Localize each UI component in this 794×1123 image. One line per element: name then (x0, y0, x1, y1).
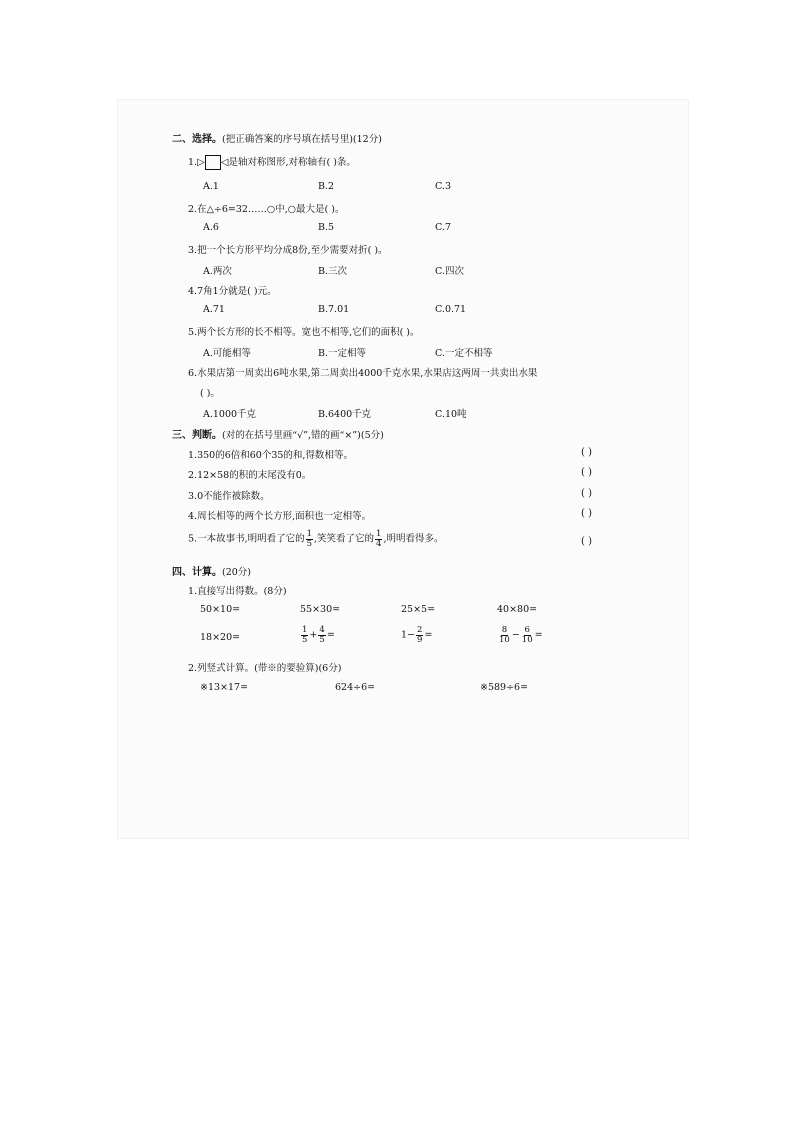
section-2-heading (172, 130, 382, 145)
subsection-4-2: 2.列竖式计算。(带※的要验算)(6分) (188, 663, 342, 674)
calc-item: ※13×17= (200, 682, 249, 693)
square-shape (205, 155, 221, 170)
option-b: B.5 (318, 222, 335, 233)
question-2-5: 5.两个长方形的长不相等。宽也不相等,它们的面积( )。 (188, 327, 420, 338)
option-c: C.一定不相等 (435, 348, 493, 359)
answer-parentheses: ( ) (581, 536, 592, 547)
question-2-6-blank: ( )。 (200, 388, 220, 399)
section-3-heading (172, 426, 384, 441)
question-2-1: 1.▷ ◁是轴对称图形,对称轴有( )条。 (188, 157, 356, 168)
right-triangle-icon: ◁ (220, 157, 229, 168)
judge-item-4: 4.周长相等的两个长方形,面积也一定相等。 (188, 511, 372, 522)
answer-parentheses: ( ) (581, 467, 592, 478)
option-a: A.两次 (203, 266, 232, 277)
judge-item-2: 2.12×58的积的末尾没有0。 (188, 470, 312, 481)
option-b: B.一定相等 (318, 348, 367, 359)
section-2-title: 二、选择。 (172, 134, 222, 145)
judge-item-3: 3.0不能作被除数。 (188, 491, 270, 502)
calc-item: 40×80= (497, 604, 538, 615)
section-4-note: (20分) (222, 567, 252, 578)
calc-item: 18×20= (200, 632, 241, 643)
judge-item-1: 1.350的6倍和60个35的和,得数相等。 (188, 450, 353, 461)
section-2-note: (把正确答案的序号填在括号里)(12分) (222, 134, 382, 145)
answer-parentheses: ( ) (581, 488, 592, 499)
section-3-note: (对的在括号里画“√”,错的画“×”)(5分) (222, 430, 384, 441)
option-b: B.7.01 (318, 304, 350, 315)
section-4-title: 四、计算。 (172, 567, 222, 578)
option-b: B.2 (318, 181, 335, 192)
judge-item-5: 5.一本故事书,明明看了它的 $\frac{1}{5}$ ,笑笑看了它的 $\frac{1}{4}$ ,明明看得多。 (188, 529, 444, 549)
question-2-2: 2.在△÷6=32……○中,○最大是( )。 (188, 204, 345, 215)
question-2-6: 6.水果店第一周卖出6吨水果,第二周卖出4000千克水果,水果店这两周一共卖出水果 (188, 368, 538, 379)
option-a: A.可能相等 (203, 348, 251, 359)
option-b: B.6400千克 (318, 409, 372, 420)
option-c: C.四次 (435, 266, 464, 277)
answer-parentheses: ( ) (581, 508, 592, 519)
calc-item: 624÷6= (335, 682, 376, 693)
calc-item-fraction-diff: 1− $\frac{2}{9}$ = (401, 625, 433, 645)
fraction: $\frac{1}{5}$ (306, 529, 313, 549)
section-4-heading (172, 563, 251, 578)
calc-item: 55×30= (300, 604, 341, 615)
option-a: A.1000千克 (203, 409, 257, 420)
calc-item-fraction-sum: $\frac{1}{5}$ + $\frac{4}{5}$ = (302, 625, 335, 645)
option-c: C.10吨 (435, 409, 467, 420)
option-a: A.6 (203, 222, 219, 233)
option-b: B.三次 (318, 266, 348, 277)
question-2-3: 3.把一个长方形平均分成8份,至少需要对折( )。 (188, 245, 388, 256)
answer-parentheses: ( ) (581, 447, 592, 458)
option-c: C.7 (435, 222, 451, 233)
calc-item-fraction-diff: $\frac{8}{10}$ − $\frac{6}{10}$ = (499, 625, 543, 645)
left-triangle-icon: ▷ (197, 157, 205, 168)
calc-item: ※589÷6= (480, 682, 529, 693)
option-a: A.1 (203, 181, 219, 192)
option-a: A.71 (203, 304, 225, 315)
calc-item: 25×5= (401, 604, 436, 615)
section-3-title: 三、判断。 (172, 430, 222, 441)
option-c: C.3 (435, 181, 451, 192)
question-2-4: 4.7角1分就是( )元。 (188, 286, 277, 297)
calc-item: 50×10= (200, 604, 241, 615)
subsection-4-1: 1.直接写出得数。(8分) (188, 586, 287, 597)
fraction: $\frac{1}{4}$ (376, 529, 382, 549)
option-c: C.0.71 (435, 304, 467, 315)
